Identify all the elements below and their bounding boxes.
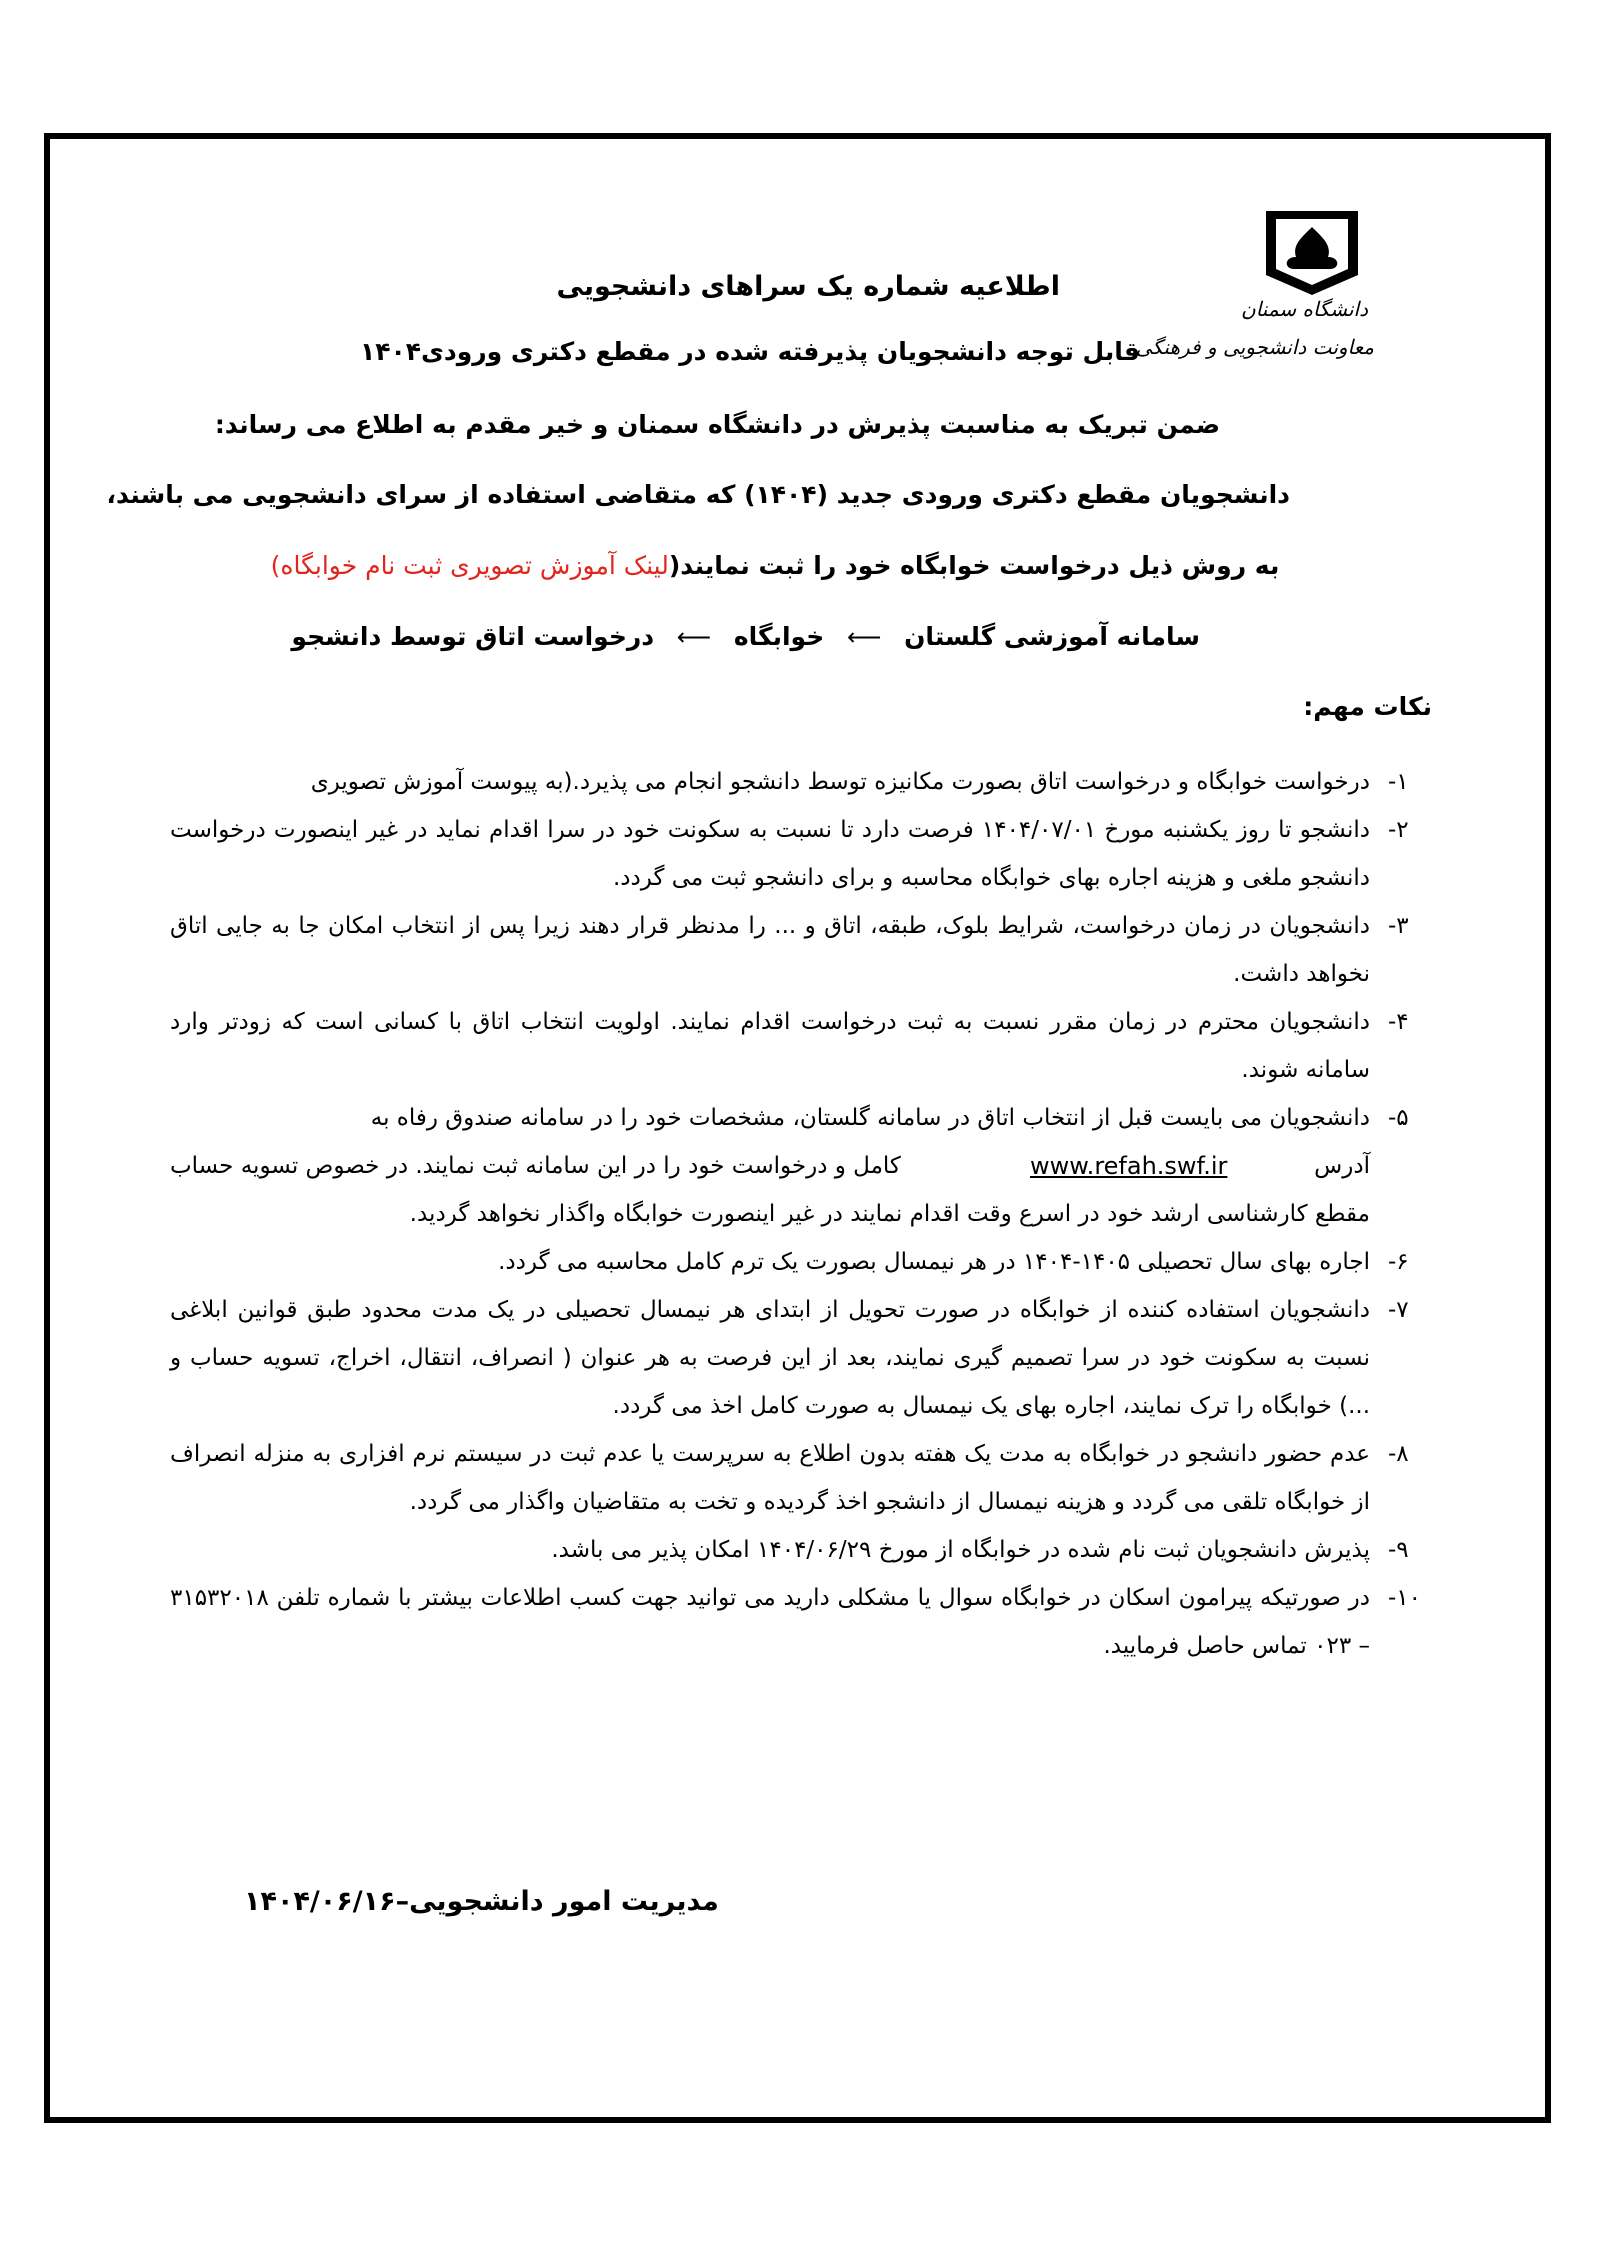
logo-deputy-name: معاونت دانشجویی و فرهنگی — [1135, 335, 1374, 359]
university-logo — [1135, 205, 1374, 365]
note-number: -۲ — [1388, 817, 1409, 843]
arrow-left-icon: ⟵ — [846, 623, 882, 651]
list-item — [170, 758, 1409, 806]
navigation-path — [291, 622, 1200, 651]
instruction-text: به روش ذیل درخواست خوابگاه خود را ثبت نمایند( — [668, 551, 1280, 580]
note-text: عدم حضور دانشجو در خوابگاه به مدت یک هفته بدون اطلاع به سرپرست یا عدم ثبت در سیستم نرم افزاری به منزله انصراف از خوابگاه تلقی می گردد و هزینه نیمسال از دانشجو اخذ گردیده و تخت به متقاضیان واگذار می گردد. — [170, 1441, 1370, 1515]
semnan-emblem-icon — [1262, 205, 1362, 297]
signature: مدیریت امور دانشجویی–۱۴۰۴/۰۶/۱۶ — [244, 1886, 719, 1917]
note-text-continued: مقطع کارشناسی ارشد خود در اسرع وقت اقدام نمایند در غیر اینصورت خوابگاه واگذار نخواهد گردید. — [409, 1201, 1370, 1227]
announcement-audience: دانشجویان مقطع دکتری ورودی جدید (۱۴۰۴) که متقاضی استفاده از سرای دانشجویی می باشند، — [106, 480, 1290, 509]
announcement-subtitle: قابل توجه دانشجویان پذیرفته شده در مقطع دکتری ورودی۱۴۰۴ — [359, 337, 1141, 366]
announcement-title: اطلاعیه شماره یک سراهای دانشجویی — [556, 271, 1060, 302]
arrow-left-icon: ⟵ — [676, 623, 712, 651]
note-text: اجاره بهای سال تحصیلی ۱۴۰۵-۱۴۰۴ در هر نیمسال بصورت یک ترم کامل محاسبه می گردد. — [498, 1249, 1370, 1275]
note-text: دانشجویان محترم در زمان مقرر نسبت به ثبت درخواست اقدام نمایند. اولویت انتخاب اتاق با کسانی است که زودتر وارد سامانه شوند. — [170, 1009, 1370, 1083]
note-number: -۱ — [1388, 769, 1409, 795]
note-number: -۷ — [1388, 1297, 1409, 1323]
note-number: -۱۰ — [1388, 1585, 1422, 1611]
tutorial-link[interactable]: لینک آموزش تصویری ثبت نام خوابگاه) — [270, 551, 669, 580]
note-text: دانشجویان در زمان درخواست، شرایط بلوک، طبقه، اتاق و ... را مدنظر قرار دهند زیرا پس از انتخاب امکان جا به جایی اتاق نخواهد داشت. — [170, 913, 1370, 987]
notes-heading: نکات مهم: — [1303, 692, 1432, 721]
announcement-instruction — [260, 551, 1290, 580]
note-text: دانشجو تا روز یکشنبه مورخ ۱۴۰۴/۰۷/۰۱ فرصت دارد تا نسبت به سکونت خود در سرا اقدام نماید در غیر اینصورت درخواست دانشجو ملغی و هزینه اجاره بهای خوابگاه محاسبه و برای دانشجو ثبت می گردد. — [170, 817, 1370, 891]
list-item — [170, 1286, 1409, 1430]
note-number: -۳ — [1388, 913, 1409, 939]
note-text: در صورتیکه پیرامون اسکان در خوابگاه سوال یا مشکلی دارید می توانید جهت کسب اطلاعات بیشتر با شماره تلفن ۳۱۵۳۲۰۱۸ – ۰۲۳ تماس حاصل فرمایید. — [170, 1585, 1370, 1659]
address-continuation: کامل و درخواست خود را در این سامانه ثبت نمایند. در خصوص تسویه حساب — [170, 1153, 901, 1179]
list-item — [170, 1526, 1409, 1574]
list-item — [170, 1430, 1409, 1526]
list-item — [170, 1094, 1409, 1238]
logo-university-name: دانشگاه سمنان — [1241, 297, 1368, 321]
note-text: پذیرش دانشجویان ثبت نام شده در خوابگاه از مورخ ۱۴۰۴/۰۶/۲۹ امکان پذیر می باشد. — [551, 1537, 1370, 1563]
note-number: -۹ — [1388, 1537, 1409, 1563]
path-step-dormitory: خوابگاه — [733, 622, 825, 651]
note-text: دانشجویان می بایست قبل از انتخاب اتاق در سامانه گلستان، مشخصات خود را در سامانه صندوق رفاه به — [370, 1105, 1370, 1131]
note-number: -۸ — [1388, 1441, 1409, 1467]
path-step-golestan: سامانه آموزشی گلستان — [904, 622, 1200, 651]
address-label: آدرس — [1314, 1153, 1370, 1179]
note-text: دانشجویان استفاده کننده از خوابگاه در صورت تحویل از ابتدای هر نیمسال تحصیلی در یک مدت محدود طبق قوانین ابلاغی نسبت به سکونت خود در سرا تصمیم گیری نمایند، بعد از این فرصت به هر عنوان ( انصراف، انتقال، اخراج، تسویه حساب و ...) خوابگاه را ترک نمایند، اجاره بهای یک نیمسال به صورت کامل اخذ می گردد. — [170, 1297, 1370, 1419]
refah-url-link[interactable]: www.refah.swf.ir — [1030, 1152, 1228, 1180]
list-item — [170, 1574, 1422, 1670]
list-item — [170, 1238, 1409, 1286]
list-item — [170, 998, 1409, 1094]
refah-address-line — [170, 1142, 1370, 1190]
list-item — [170, 806, 1409, 902]
list-item — [170, 902, 1409, 998]
note-text: درخواست خوابگاه و درخواست اتاق بصورت مکانیزه توسط دانشجو انجام می پذیرد.(به پیوست آموزش تصویری — [310, 769, 1370, 795]
note-number: -۵ — [1388, 1105, 1409, 1131]
notes-list — [170, 758, 1422, 1670]
path-step-room-request: درخواست اتاق توسط دانشجو — [291, 622, 655, 651]
announcement-greeting: ضمن تبریک به مناسبت پذیرش در دانشگاه سمنان و خیر مقدم به اطلاع می رساند: — [214, 410, 1220, 439]
note-number: -۴ — [1388, 1009, 1409, 1035]
note-number: -۶ — [1388, 1249, 1409, 1275]
